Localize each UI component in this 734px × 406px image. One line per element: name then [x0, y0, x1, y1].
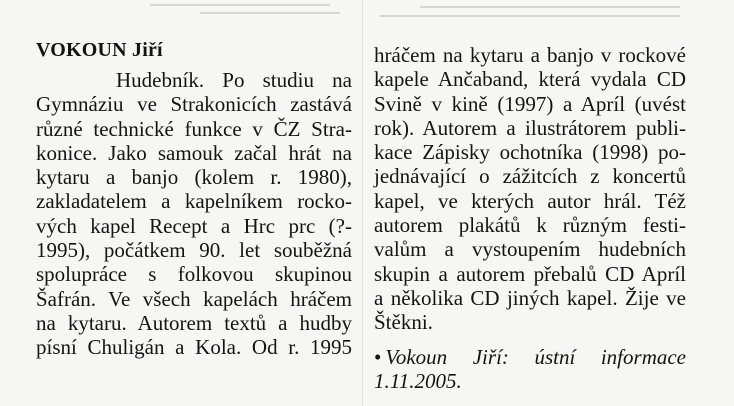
- text-line: autorem plakátů k různým festi-: [374, 213, 686, 238]
- text-line: skupin a autorem přebalů CD Apríl: [374, 261, 686, 286]
- source-citation: [374, 345, 686, 394]
- text-line: konice. Jako samouk začal hrát na: [36, 140, 352, 165]
- text-line: Hudebník. Po studiu na: [116, 68, 352, 92]
- bleed-mark: [150, 4, 330, 6]
- text-line: jednávající o zážitcích z koncertů: [374, 164, 686, 189]
- text-line: Šafrán. Ve všech kapelách hráčem: [36, 286, 352, 311]
- left-column: [36, 38, 352, 360]
- text-line: Svině v kině (1997) a Apríl (uvést: [374, 91, 686, 116]
- text-line: kapel, ve kterých autor hrál. Též: [374, 188, 686, 213]
- text-line: vých kapel Recept a Hrc prc (?-: [36, 213, 352, 238]
- text-line: kace Zápisky ochotníka (1998) po-: [374, 140, 686, 165]
- right-column: [374, 43, 686, 393]
- text-line: zakladatelem a kapelníkem rocko-: [36, 189, 352, 214]
- text-line: hráčem na kytaru a banjo v rockové: [374, 43, 686, 67]
- source-line-1: Vokoun Jiří: ústní informace: [385, 344, 686, 369]
- text-line: rok). Autorem a ilustrátorem publi-: [374, 115, 686, 140]
- text-line: písní Chuligán a Kola. Od r. 1995: [36, 335, 352, 360]
- column-divider: [362, 0, 363, 406]
- bleed-mark: [420, 6, 680, 8]
- entry-title: VOKOUN Jiří: [36, 39, 163, 61]
- text-line: valům a vystoupením hudebních: [374, 237, 686, 262]
- text-line: a několika CD jiných kapel. Žije ve: [374, 285, 686, 310]
- text-line: kytaru a banjo (kolem r. 1980),: [36, 165, 352, 190]
- text-line: různé technické funkce v ČZ Stra-: [36, 116, 352, 141]
- bullet-icon: •: [374, 344, 382, 369]
- previous-page-bleed: [0, 0, 734, 26]
- text-line: 1995), počátkem 90. let souběžná: [36, 238, 352, 263]
- bleed-mark: [200, 12, 340, 14]
- text-line: Gymnáziu ve Strakonicích zastává: [36, 92, 352, 117]
- text-line: spolupráce s folkovou skupinou: [36, 262, 352, 287]
- text-line: Štěkni.: [374, 310, 433, 335]
- source-line-2: 1.11.2005.: [374, 368, 462, 393]
- text-line: kapele Ančaband, která vydala CD: [374, 67, 686, 92]
- bleed-mark: [380, 15, 680, 17]
- text-line: na kytaru. Autorem textů a hudby: [36, 310, 352, 335]
